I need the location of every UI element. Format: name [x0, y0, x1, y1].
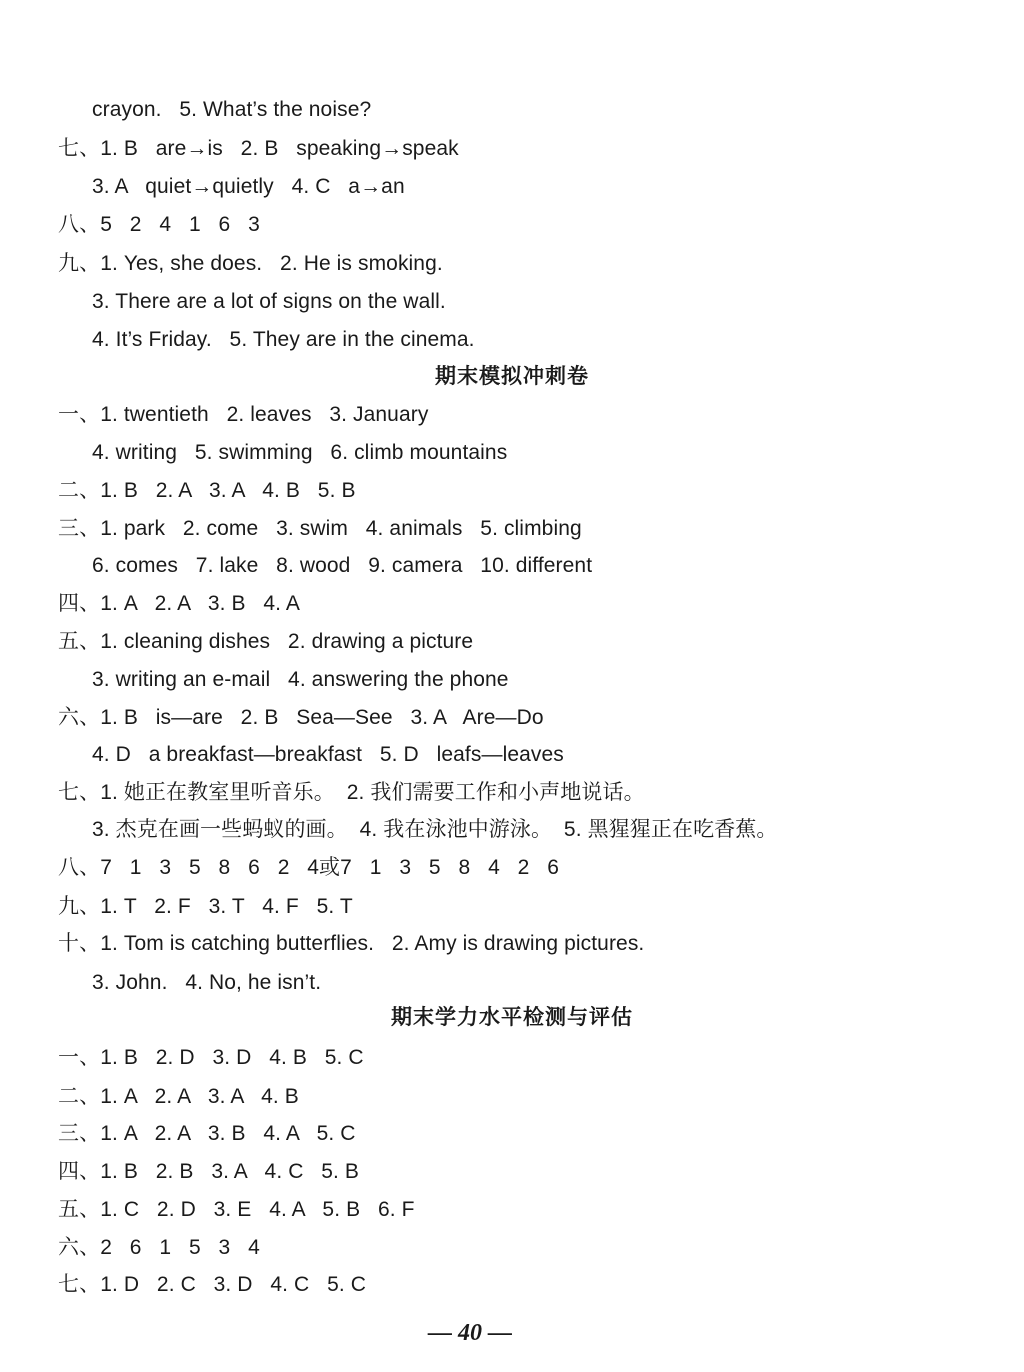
answer-line: 6. comes 7. lake 8. wood 9. camera 10. different [92, 554, 593, 577]
section-heading: 期末学力水平检测与评估 [391, 1006, 633, 1029]
answer-line: 二、1. A 2. A 3. A 4. B [58, 1085, 299, 1108]
answer-line: 3. writing an e-mail 4. answering the phone [92, 668, 509, 691]
answer-line: 一、1. B 2. D 3. D 4. B 5. C [58, 1046, 364, 1069]
answer-line: 二、1. B 2. A 3. A 4. B 5. B [58, 479, 356, 502]
answer-line: 3. A quiet→quietly 4. C a→an [92, 175, 405, 198]
section-heading: 期末模拟冲刺卷 [435, 365, 589, 388]
answer-line: 八、5 2 4 1 6 3 [58, 213, 260, 236]
answer-line: crayon. 5. What’s the noise? [92, 98, 372, 121]
answer-line: 六、1. B is—are 2. B Sea—See 3. A Are—Do [58, 706, 544, 729]
answer-line: 4. It’s Friday. 5. They are in the cinema. [92, 328, 475, 351]
answer-line: 一、1. twentieth 2. leaves 3. January [58, 403, 429, 426]
answer-line: 七、1. D 2. C 3. D 4. C 5. C [58, 1273, 366, 1296]
answer-line: 十、1. Tom is catching butterflies. 2. Amy is drawing pictures. [58, 932, 645, 955]
answer-line: 七、1. 她正在教室里听音乐。 2. 我们需要工作和小声地说话。 [58, 781, 645, 804]
answer-line: 4. D a breakfast—breakfast 5. D leafs—leaves [92, 743, 564, 766]
answer-line: 四、1. B 2. B 3. A 4. C 5. B [58, 1160, 360, 1183]
answer-line: 三、1. A 2. A 3. B 4. A 5. C [58, 1122, 356, 1145]
answer-line: 六、2 6 1 5 3 4 [58, 1236, 260, 1259]
answer-line: 八、7 1 3 5 8 6 2 4或7 1 3 5 8 4 2 6 [58, 856, 560, 879]
answer-line: 三、1. park 2. come 3. swim 4. animals 5. climbing [58, 517, 582, 540]
answer-line: 4. writing 5. swimming 6. climb mountains [92, 441, 508, 464]
answer-line: 3. There are a lot of signs on the wall. [92, 290, 446, 313]
answer-line: 九、1. T 2. F 3. T 4. F 5. T [58, 895, 353, 918]
answer-line: 五、1. cleaning dishes 2. drawing a picture [58, 630, 474, 653]
answer-line: 3. John. 4. No, he isn’t. [92, 971, 322, 994]
answer-line: 九、1. Yes, she does. 2. He is smoking. [58, 252, 443, 275]
answer-line: 七、1. B are→is 2. B speaking→speak [58, 137, 459, 160]
answer-line: 四、1. A 2. A 3. B 4. A [58, 592, 300, 615]
answer-line: 3. 杰克在画一些蚂蚁的画。 4. 我在泳池中游泳。 5. 黑猩猩正在吃香蕉。 [92, 818, 778, 841]
answer-line: 五、1. C 2. D 3. E 4. A 5. B 6. F [58, 1198, 415, 1221]
page-number: — 40 — [428, 1320, 512, 1346]
